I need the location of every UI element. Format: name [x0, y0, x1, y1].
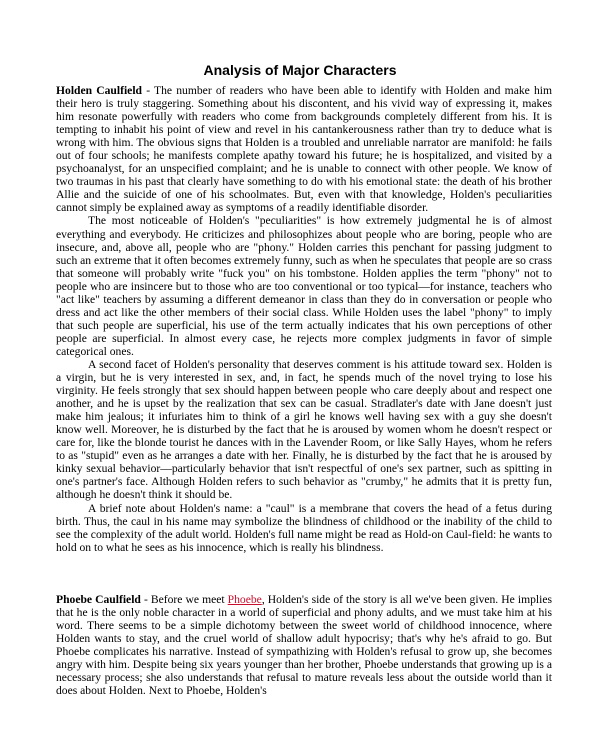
phoebe-intro-text: - Before we meet: [140, 592, 228, 606]
holden-paragraph-2: The most noticeable of Holden's "peculiarities" is how extremely judgmental he is of almost everything and everybody. He criticizes and philosophizes about people who are boring, people who are insecure, and, above all, people who are "phony." Holden carries this penchant for passing judgment to such an extreme that it often becomes extremely funny, such as when he speculates that people are so crass that someone will probably write "fuck you" on his tombstone. Holden applies the term "phony" not to people who are insincere but to those who are too conventional or too typical—for instance, teachers who "act like" teachers by assuming a different demeanor in class than they do in conversation or people who dress and act like the other members of their social class. While Holden uses the label "phony" to imply that such people are superficial, his use of the term actually indicates that his own perceptions of other people are superficial. In almost every case, he rejects more complex judgments in favor of simple categorical ones.: [56, 214, 552, 358]
holden-paragraph-1: [56, 84, 552, 214]
document-body: [56, 84, 552, 697]
holden-paragraph-3: A second facet of Holden's personality that deserves comment is his attitude toward sex. Holden is a virgin, but he is very interested in sex, and, in fact, he spends much of the novel trying to lose his virginity. He feels strongly that sex should happen between people who care deeply about and respect one another, and he is upset by the realization that sex can be casual. Stradlater's date with Jane doesn't just make him jealous; it infuriates him to think of a girl he knows well having sex with a guy she doesn't know well. Moreover, he is disturbed by the fact that he is aroused by women whom he doesn't respect or care for, like the blonde tourist he dances with in the Lavender Room, or like Sally Hayes, whom he refers to as "stupid" even as he arranges a date with her. Finally, he is disturbed by the fact that he is aroused by kinky sexual behavior—particularly behavior that isn't respectful of one's sex partner, such as spitting in one's partner's face. Although Holden refers to such behavior as "crumby," he admits that it is pretty fun, although he doesn't think it should be.: [56, 357, 552, 502]
holden-name-heading: Holden Caulfield: [56, 84, 143, 97]
phoebe-paragraph-1: [56, 593, 552, 697]
page-title: Analysis of Major Characters: [203, 62, 397, 78]
phoebe-link[interactable]: Phoebe: [227, 592, 262, 606]
section-spacer: [56, 554, 552, 593]
holden-paragraph-4: A brief note about Holden's name: a "caul" is a membrane that covers the head of a fetus during birth. Thus, the caul in his name may symbolize the blindness of childhood or the inability of the child to see the complexity of the adult world. Holden's full name might be read as Hold-on Caul-field: he wants to hold on to what he sees as his innocence, which is really his blindness.: [56, 501, 552, 554]
phoebe-name-heading: Phoebe Caulfield: [56, 592, 141, 606]
phoebe-paragraph-1-text: , Holden's side of the story is all we've been given. He implies that he is the only noble character in a world of superficial and phony adults, and we must take him at his word. There seems to be a simple dichotomy between the sweet world of childhood innocence, where Holden wants to stay, and the cruel world of shallow adult hypocrisy; that's why he's afraid to go. But Phoebe complicates his narrative. Instead of sympathizing with Holden's refusal to grow up, she becomes angry with him. Despite being six years younger than her brother, Phoebe understands that growing up is a necessary process; she also understands that refusal to mature reveals less about the outside world than it does about Holden. Next to Phoebe, Holden's: [56, 592, 552, 698]
holden-paragraph-1-text: - The number of readers who have been able to identify with Holden and make him their hero is truly staggering. Something about his discontent, and his vivid way of expressing it, makes him resonate powerfully with readers who come from backgrounds completely different from his. It is tempting to inhabit his point of view and revel in his cantankerousness rather than try to deduce what is wrong with him. The obvious signs that Holden is a troubled and unreliable narrator are manifold: he fails out of four schools; he manifests complete apathy toward his future; he is hospitalized, and visited by a psychoanalyst, for an unspecified complaint; and he is unable to connect with other people. We know of two traumas in his past that clearly have something to do with his emotional state: the death of his brother Allie and the suicide of one of his schoolmates. But, even with that knowledge, Holden's peculiarities cannot simply be explained away as symptoms of a readily identifiable disorder.: [56, 84, 553, 215]
